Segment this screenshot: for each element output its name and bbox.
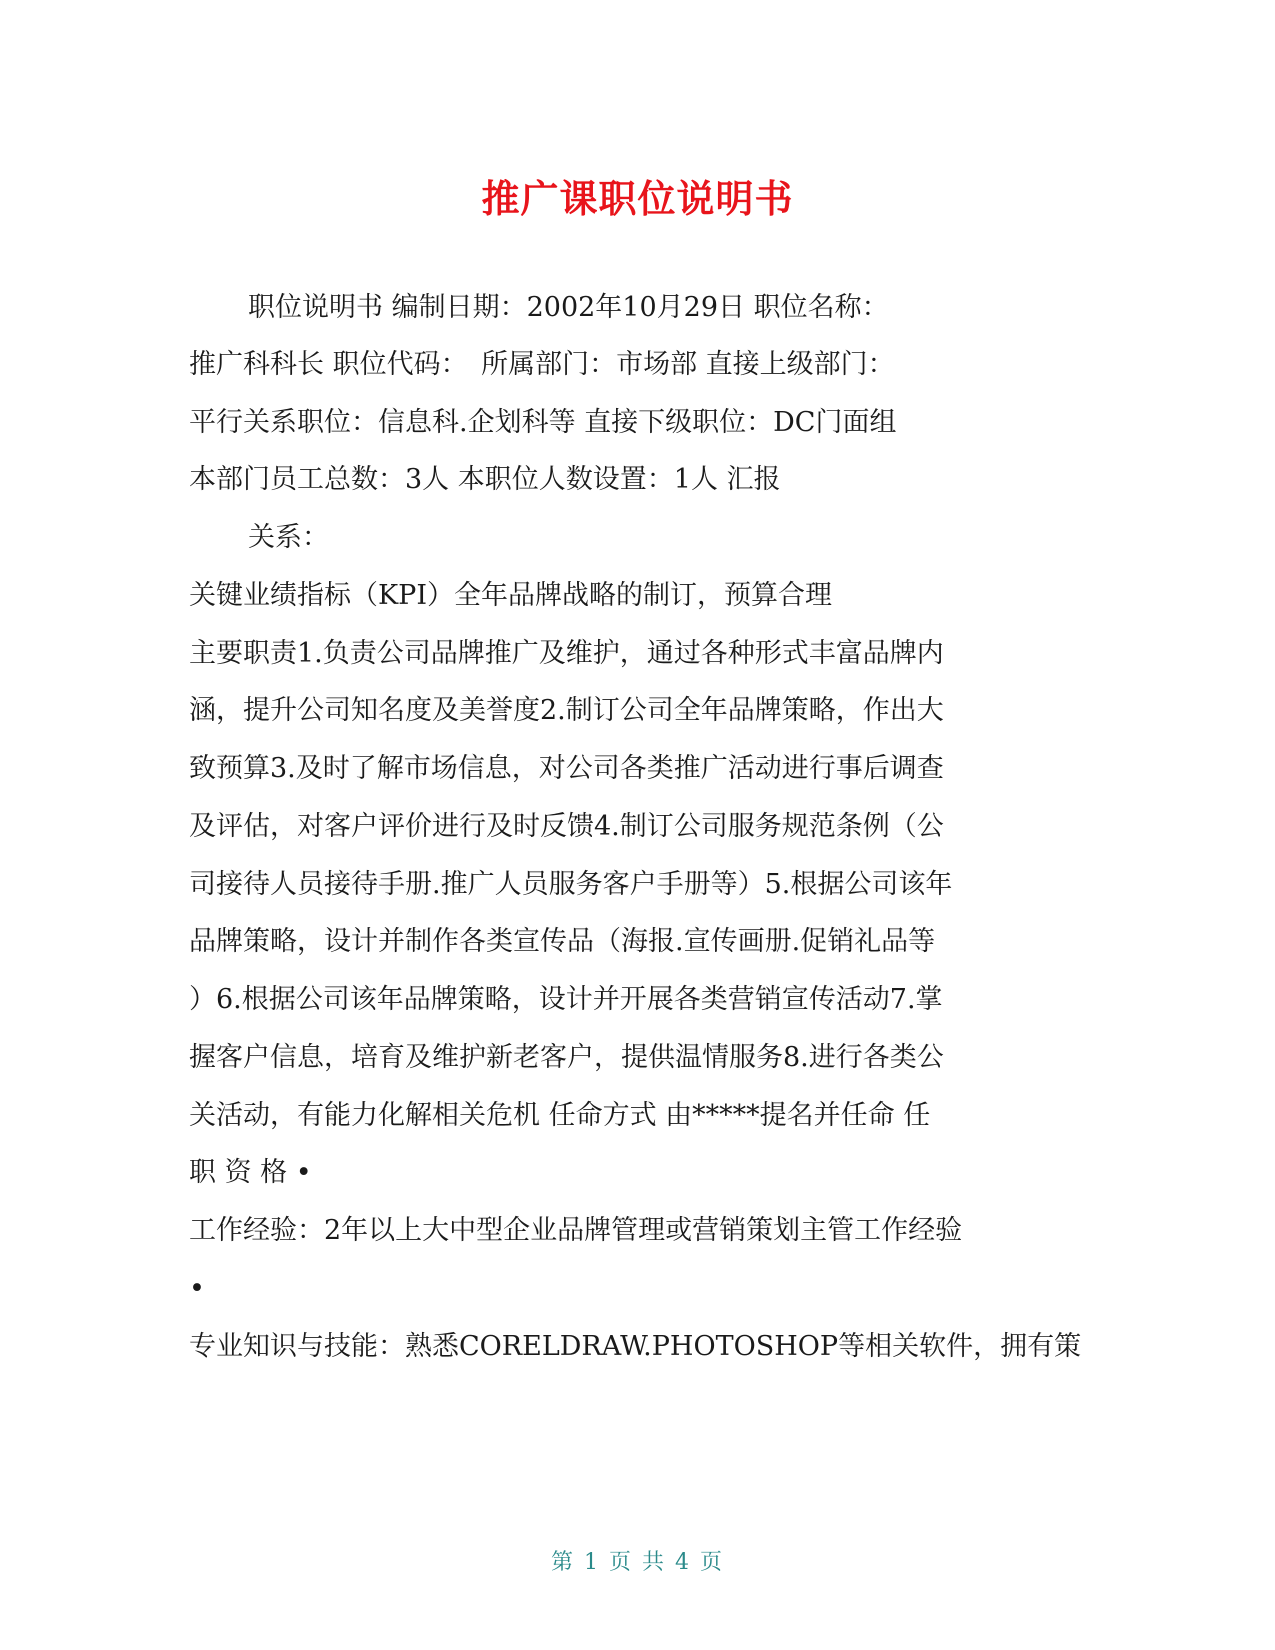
text-line: 本部门员工总数：3人 本职位人数设置：1人 汇报 [189, 464, 781, 495]
text-line: 涵，提升公司知名度及美誉度2.制订公司全年品牌策略，作出大 [189, 695, 944, 726]
text-line: 关键业绩指标（KPI）全年品牌战略的制订，预算合理 [189, 580, 833, 611]
text-line: 推广科科长 职位代码： 所属部门：市场部 直接上级部门： [189, 349, 895, 380]
text-line: 主要职责1.负责公司品牌推广及维护，通过各种形式丰富品牌内 [189, 638, 944, 669]
text-line: ）6.根据公司该年品牌策略，设计并开展各类营销宣传活动7.掌 [189, 984, 943, 1015]
document-title: 推广课职位说明书 [481, 177, 794, 221]
text-line: 工作经验：2年以上大中型企业品牌管理或营销策划主管工作经验 [189, 1215, 963, 1246]
page-number-footer: 第 1 页 共 4 页 [551, 1550, 724, 1575]
text-line: 致预算3.及时了解市场信息，对公司各类推广活动进行事后调查 [189, 753, 944, 784]
text-line: 职位说明书 编制日期：2002年10月29日 职位名称： [248, 292, 889, 323]
text-line: 握客户信息，培育及维护新老客户，提供温情服务8.进行各类公 [189, 1042, 944, 1073]
text-line: 平行关系职位：信息科.企划科等 直接下级职位：DC门面组 [189, 407, 897, 438]
text-line: 专业知识与技能：熟悉CORELDRAW.PHOTOSHOP等相关软件，拥有策 [189, 1331, 1082, 1362]
text-line: • [189, 1273, 205, 1304]
text-line: 司接待人员接待手册.推广人员服务客户手册等）5.根据公司该年 [189, 869, 953, 900]
text-line: 关活动，有能力化解相关危机 任命方式 由*****提名并任命 任 [189, 1100, 931, 1131]
text-line: 职 资 格 • [189, 1157, 312, 1188]
text-line: 关系： [248, 522, 329, 553]
text-line: 及评估，对客户评价进行及时反馈4.制订公司服务规范条例（公 [189, 811, 944, 842]
text-line: 品牌策略，设计并制作各类宣传品（海报.宣传画册.促销礼品等 [189, 926, 936, 957]
